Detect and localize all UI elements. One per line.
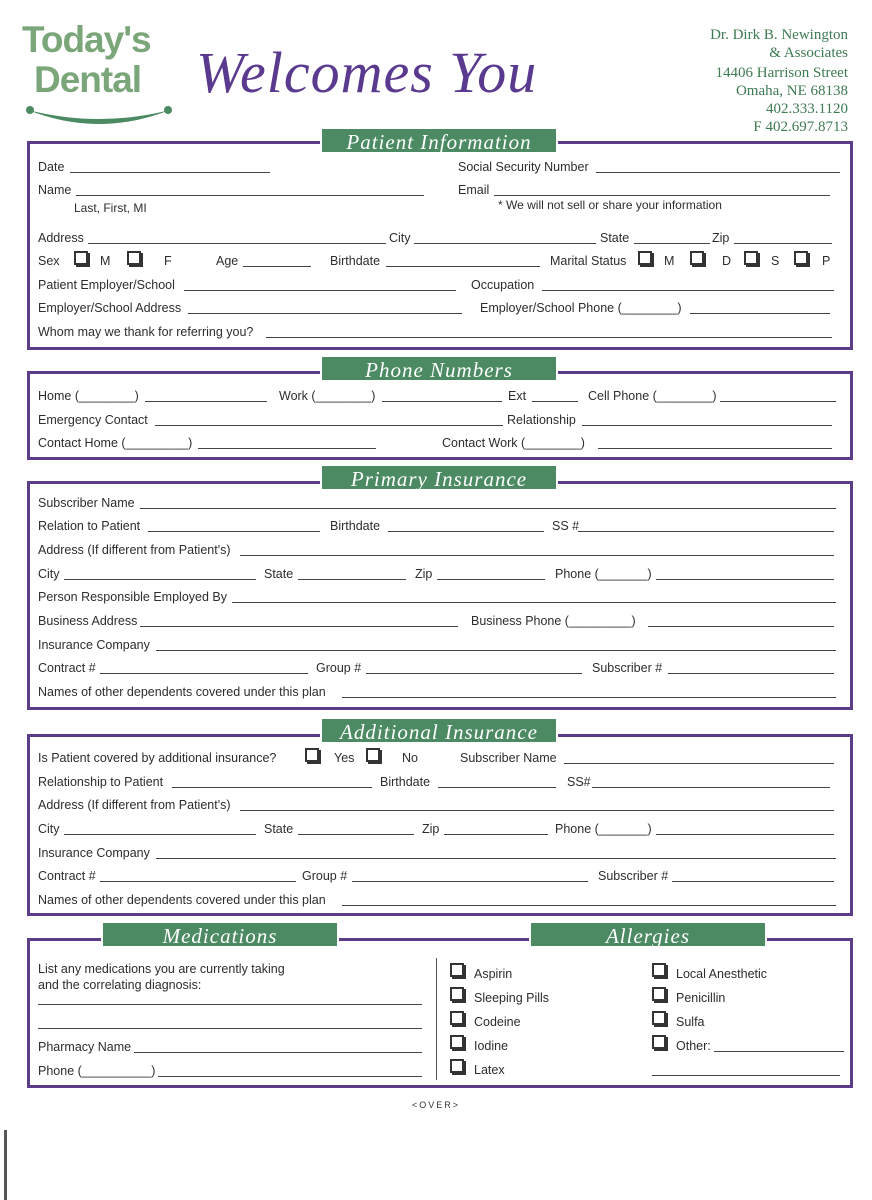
latex-checkbox[interactable] xyxy=(450,1059,464,1073)
home-phone-label: Home (________) xyxy=(38,389,139,403)
employer-address-field[interactable] xyxy=(188,313,462,314)
additional-birthdate-field[interactable] xyxy=(438,787,556,788)
date-field[interactable] xyxy=(70,172,270,173)
marital-status-label: Marital Status xyxy=(550,254,627,268)
primary-insurance-heading: Primary Insurance xyxy=(320,464,558,491)
additional-relationship-label: Relationship to Patient xyxy=(38,775,164,789)
medications-prompt-line-2: and the correlating diagnosis: xyxy=(38,978,202,992)
relationship-label: Relationship xyxy=(507,413,576,427)
employer-field[interactable] xyxy=(184,290,456,291)
city-field[interactable] xyxy=(414,243,596,244)
penicillin-checkbox[interactable] xyxy=(652,987,666,1001)
insurance-company-label: Insurance Company xyxy=(38,638,150,652)
age-label: Age xyxy=(216,254,239,268)
office-fax: F 402.697.8713 xyxy=(753,119,848,135)
other-allergy-checkbox[interactable] xyxy=(652,1035,666,1049)
column-divider xyxy=(436,958,437,1080)
email-field[interactable] xyxy=(494,195,830,196)
state-label: State xyxy=(600,231,630,245)
associates: & Associates xyxy=(769,45,848,61)
primary-ss-field[interactable] xyxy=(578,531,834,532)
other-allergy-field-2[interactable] xyxy=(652,1075,840,1076)
additional-contract-label: Contract # xyxy=(38,869,96,883)
sex-female-checkbox[interactable] xyxy=(127,251,141,265)
zip-field[interactable] xyxy=(734,243,832,244)
additional-address-label: Address (If different from Patient's) xyxy=(38,798,231,812)
pharmacy-phone-label: Phone (__________) xyxy=(38,1064,156,1078)
ext-label: Ext xyxy=(508,389,527,403)
marital-married-checkbox[interactable] xyxy=(638,251,652,265)
primary-city-field[interactable] xyxy=(64,579,256,580)
medications-field-1[interactable] xyxy=(38,1004,422,1005)
business-address-field[interactable] xyxy=(140,626,458,627)
additional-subscriber-number-label: Subscriber # xyxy=(598,869,669,883)
marital-partner-label: P xyxy=(822,254,831,268)
city-state-zip: Omaha, NE 68138 xyxy=(735,83,848,99)
contact-work-label: Contact Work (________) xyxy=(442,436,585,450)
additional-city-label: City xyxy=(38,822,60,836)
name-field[interactable] xyxy=(76,195,424,196)
additional-subscriber-number-field[interactable] xyxy=(672,881,834,882)
additional-covered-label: Is Patient covered by additional insurance? xyxy=(38,751,277,765)
smile-logo-icon xyxy=(24,98,174,132)
business-address-label: Business Address xyxy=(38,614,138,628)
ssn-label: Social Security Number xyxy=(458,160,589,174)
contract-label: Contract # xyxy=(38,661,96,675)
other-allergy-field[interactable] xyxy=(714,1051,844,1052)
work-phone-field[interactable] xyxy=(382,401,502,402)
iodine-label: Iodine xyxy=(474,1039,509,1053)
additional-dependents-field[interactable] xyxy=(342,905,836,906)
additional-phone-field[interactable] xyxy=(656,834,834,835)
dependents-field[interactable] xyxy=(342,697,836,698)
scan-edge xyxy=(4,1130,7,1200)
additional-subscriber-label: Subscriber Name xyxy=(460,751,557,765)
sex-male-label: M xyxy=(100,254,111,268)
ext-field[interactable] xyxy=(532,401,578,402)
additional-company-label: Insurance Company xyxy=(38,846,150,860)
codeine-label: Codeine xyxy=(474,1015,521,1029)
subscriber-number-label: Subscriber # xyxy=(592,661,663,675)
additional-company-field[interactable] xyxy=(156,858,836,859)
sulfa-checkbox[interactable] xyxy=(652,1011,666,1025)
sleeping-pills-label: Sleeping Pills xyxy=(474,991,550,1005)
referral-field[interactable] xyxy=(266,337,832,338)
additional-address-field[interactable] xyxy=(240,810,834,811)
phone-numbers-heading: Phone Numbers xyxy=(320,355,558,382)
primary-address-label: Address (If different from Patient's) xyxy=(38,543,231,557)
ssn-field[interactable] xyxy=(596,172,840,173)
additional-zip-label: Zip xyxy=(422,822,440,836)
codeine-checkbox[interactable] xyxy=(450,1011,464,1025)
pharmacy-field[interactable] xyxy=(134,1052,422,1053)
subscriber-name-label: Subscriber Name xyxy=(38,496,135,510)
aspirin-label: Aspirin xyxy=(474,967,513,981)
additional-relationship-field[interactable] xyxy=(172,787,372,788)
name-hint: Last, First, MI xyxy=(74,201,147,215)
sulfa-label: Sulfa xyxy=(676,1015,705,1029)
employer-phone-label: Employer/School Phone (________) xyxy=(480,301,682,315)
medications-field-2[interactable] xyxy=(38,1028,422,1029)
marital-divorced-checkbox[interactable] xyxy=(690,251,704,265)
marital-partner-checkbox[interactable] xyxy=(794,251,808,265)
local-anesthetic-checkbox[interactable] xyxy=(652,963,666,977)
work-phone-label: Work (________) xyxy=(279,389,376,403)
iodine-checkbox[interactable] xyxy=(450,1035,464,1049)
primary-birthdate-label: Birthdate xyxy=(330,519,381,533)
pharmacy-phone-field[interactable] xyxy=(158,1076,422,1077)
marital-married-label: M xyxy=(664,254,675,268)
subscriber-name-field[interactable] xyxy=(140,508,836,509)
contact-home-field[interactable] xyxy=(198,448,376,449)
date-label: Date xyxy=(38,160,65,174)
local-anesthetic-label: Local Anesthetic xyxy=(676,967,768,981)
additional-yes-checkbox[interactable] xyxy=(305,748,319,762)
additional-state-field[interactable] xyxy=(298,834,414,835)
additional-phone-label: Phone (_______) xyxy=(555,822,652,836)
contact-work-field[interactable] xyxy=(598,448,832,449)
office-phone: 402.333.1120 xyxy=(766,101,848,117)
other-allergy-label: Other: xyxy=(676,1039,711,1053)
primary-phone-label: Phone (_______) xyxy=(555,567,652,581)
allergies-heading: Allergies xyxy=(529,921,767,948)
additional-ss-label: SS# xyxy=(567,775,591,789)
subscriber-number-field[interactable] xyxy=(668,673,834,674)
sex-male-checkbox[interactable] xyxy=(74,251,88,265)
additional-no-label: No xyxy=(402,751,418,765)
sleeping-pills-checkbox[interactable] xyxy=(450,987,464,1001)
logo-line-2: Dental xyxy=(34,59,142,100)
occupation-label: Occupation xyxy=(471,278,535,292)
insurance-company-field[interactable] xyxy=(156,650,836,651)
cell-phone-field[interactable] xyxy=(720,401,836,402)
occupation-field[interactable] xyxy=(542,290,834,291)
additional-birthdate-label: Birthdate xyxy=(380,775,431,789)
contact-home-label: Contact Home (_________) xyxy=(38,436,193,450)
age-field[interactable] xyxy=(243,266,311,267)
additional-contract-field[interactable] xyxy=(100,881,296,882)
primary-ss-label: SS # xyxy=(552,519,580,533)
additional-no-checkbox[interactable] xyxy=(366,748,380,762)
group-field[interactable] xyxy=(366,673,582,674)
doctor-name: Dr. Dirk B. Newington xyxy=(710,27,848,43)
address-label: Address xyxy=(38,231,84,245)
city-label: City xyxy=(389,231,411,245)
marital-single-checkbox[interactable] xyxy=(744,251,758,265)
primary-zip-field[interactable] xyxy=(437,579,545,580)
penicillin-label: Penicillin xyxy=(676,991,726,1005)
marital-divorced-label: D xyxy=(722,254,732,268)
group-label: Group # xyxy=(316,661,362,675)
additional-yes-label: Yes xyxy=(334,751,355,765)
aspirin-checkbox[interactable] xyxy=(450,963,464,977)
employed-by-field[interactable] xyxy=(232,602,836,603)
additional-zip-field[interactable] xyxy=(444,834,548,835)
employed-by-label: Person Responsible Employed By xyxy=(38,590,227,604)
street-address: 14406 Harrison Street xyxy=(715,65,848,81)
sex-female-label: F xyxy=(164,254,172,268)
primary-state-field[interactable] xyxy=(298,579,406,580)
latex-label: Latex xyxy=(474,1063,505,1077)
email-label: Email xyxy=(458,183,490,197)
additional-group-label: Group # xyxy=(302,869,348,883)
birthdate-label: Birthdate xyxy=(330,254,381,268)
state-field[interactable] xyxy=(634,243,710,244)
contract-field[interactable] xyxy=(100,673,308,674)
business-phone-field[interactable] xyxy=(648,626,834,627)
referral-label: Whom may we thank for referring you? xyxy=(38,325,254,339)
pharmacy-label: Pharmacy Name xyxy=(38,1040,132,1054)
primary-address-field[interactable] xyxy=(240,555,834,556)
additional-dependents-label: Names of other dependents covered under this plan xyxy=(38,893,326,907)
primary-phone-field[interactable] xyxy=(656,579,834,580)
additional-group-field[interactable] xyxy=(352,881,588,882)
additional-insurance-heading: Additional Insurance xyxy=(320,717,558,744)
welcome-headline: Welcomes You xyxy=(196,40,538,105)
over-indicator: <OVER> xyxy=(411,1100,461,1110)
primary-city-label: City xyxy=(38,567,60,581)
additional-subscriber-field[interactable] xyxy=(564,763,834,764)
patient-information-heading: Patient Information xyxy=(320,127,558,154)
medications-heading: Medications xyxy=(101,921,339,948)
emergency-contact-label: Emergency Contact xyxy=(38,413,148,427)
relation-to-patient-label: Relation to Patient xyxy=(38,519,141,533)
primary-zip-label: Zip xyxy=(415,567,433,581)
home-phone-field[interactable] xyxy=(145,401,267,402)
email-privacy-note: * We will not sell or share your information xyxy=(498,198,722,212)
dependents-label: Names of other dependents covered under this plan xyxy=(38,685,326,699)
employer-phone-field[interactable] xyxy=(690,313,830,314)
primary-state-label: State xyxy=(264,567,294,581)
emergency-contact-field[interactable] xyxy=(155,425,503,426)
logo-line-1: Today's xyxy=(22,19,151,60)
address-field[interactable] xyxy=(88,243,386,244)
cell-phone-label: Cell Phone (________) xyxy=(588,389,717,403)
additional-city-field[interactable] xyxy=(64,834,256,835)
medications-prompt-line-1: List any medications you are currently taking xyxy=(38,962,285,976)
zip-label: Zip xyxy=(712,231,730,245)
name-label: Name xyxy=(38,183,72,197)
relation-to-patient-field[interactable] xyxy=(148,531,320,532)
employer-address-label: Employer/School Address xyxy=(38,301,182,315)
primary-birthdate-field[interactable] xyxy=(388,531,544,532)
relationship-field[interactable] xyxy=(582,425,832,426)
sex-label: Sex xyxy=(38,254,60,268)
additional-state-label: State xyxy=(264,822,294,836)
marital-single-label: S xyxy=(771,254,780,268)
birthdate-field[interactable] xyxy=(386,266,540,267)
additional-ss-field[interactable] xyxy=(592,787,830,788)
employer-label: Patient Employer/School xyxy=(38,278,175,292)
business-phone-label: Business Phone (_________) xyxy=(471,614,636,628)
